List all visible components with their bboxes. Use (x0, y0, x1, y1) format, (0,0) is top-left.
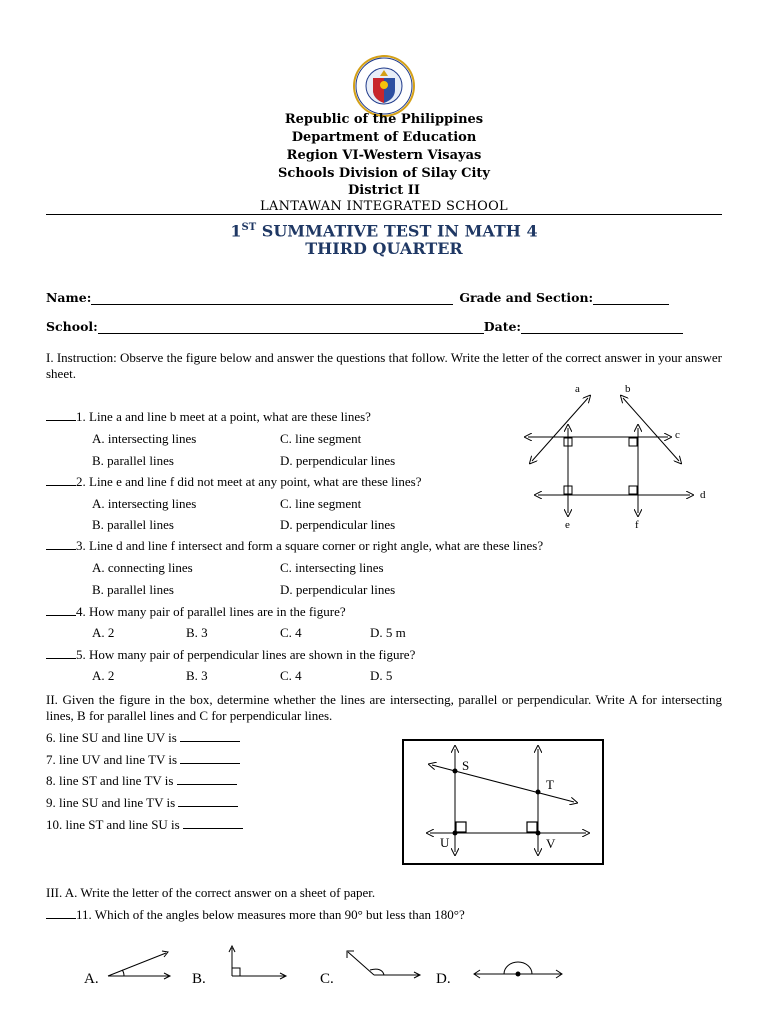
item-9: 9. line SU and line TV is (46, 795, 238, 811)
q4-choice-c: C. 4 (280, 625, 302, 640)
q5-choice-b: B. 3 (186, 668, 208, 683)
fig1-label-e: e (565, 519, 570, 531)
q4-choice-b: B. 3 (186, 625, 208, 640)
angle-option-a-label: A. (84, 971, 99, 987)
header-department: Department of Education (291, 130, 477, 145)
q3-choice-c: C. intersecting lines (280, 560, 384, 575)
q3-choice-b: B. parallel lines (92, 582, 174, 597)
right-angle-icon (224, 944, 290, 980)
answer-blank-10[interactable] (183, 817, 243, 829)
header-region: Region VI-Western Visayas (286, 148, 482, 163)
grade-section-input-line[interactable] (593, 292, 669, 305)
answer-blank-9[interactable] (178, 795, 238, 807)
q2-choice-b: B. parallel lines (92, 517, 174, 532)
fig2-label-t: T (546, 777, 554, 792)
header-division: Schools Division of Silay City (278, 166, 490, 181)
q1-choice-a: A. intersecting lines (92, 431, 197, 446)
fig2-label-u: U (440, 835, 450, 850)
part1-lines-figure (520, 378, 720, 534)
q2-choice-a: A. intersecting lines (92, 496, 197, 511)
header-district: District II (348, 183, 420, 198)
q1-choice-c: C. line segment (280, 431, 362, 446)
part2-instruction: II. Given the figure in the box, determine whether the lines are intersecting, parallel or perpendicular. Write A for intersecting lines, B for parallel lines and C for perpendicular lines. (46, 692, 722, 723)
question-1: 1. Line a and line b meet at a point, what are these lines? (46, 409, 371, 425)
q3-choice-d: D. perpendicular lines (280, 582, 396, 597)
part2-lines-figure (402, 739, 604, 865)
q1-choice-b: B. parallel lines (92, 453, 174, 468)
q2-choice-c: C. line segment (280, 496, 362, 511)
q5-choice-a: A. 2 (92, 668, 115, 683)
question-4: 4. How many pair of parallel lines are in the figure? (46, 604, 346, 620)
angle-option-b-label: B. (192, 971, 206, 987)
school-input-line[interactable] (98, 321, 484, 334)
fig1-label-f: f (635, 519, 639, 531)
header-divider (46, 214, 722, 215)
date-input-line[interactable] (521, 321, 683, 334)
q1-choice-d: D. perpendicular lines (280, 453, 396, 468)
question-5: 5. How many pair of perpendicular lines are shown in the figure? (46, 647, 415, 663)
fig1-label-d: d (700, 489, 706, 501)
fig2-label-v: V (546, 836, 556, 851)
q5-choice-d: D. 5 (370, 668, 393, 683)
q3-choice-a: A. connecting lines (92, 560, 193, 575)
q5-choice-c: C. 4 (280, 668, 302, 683)
part1-instruction: I. Instruction: Observe the figure below and answer the questions that follow. Write the letter of the correct answer in your answer sheet. (46, 350, 722, 381)
q4-choice-a: A. 2 (92, 625, 115, 640)
answer-blank-8[interactable] (177, 773, 237, 785)
name-input-line[interactable] (91, 292, 453, 305)
part3-instruction: III. A. Write the letter of the correct answer on a sheet of paper. (46, 885, 376, 900)
acute-angle-icon (104, 950, 174, 980)
obtuse-angle-icon (344, 948, 424, 980)
angle-option-d-label: D. (436, 971, 451, 987)
test-title: 1ST SUMMATIVE TEST IN MATH 4 (230, 221, 538, 241)
q2-choice-d: D. perpendicular lines (280, 517, 396, 532)
test-quarter: THIRD QUARTER (305, 239, 463, 258)
fig1-label-b: b (625, 383, 631, 395)
answer-blank-7[interactable] (180, 752, 240, 764)
fig1-label-a: a (575, 383, 580, 395)
straight-angle-icon (470, 956, 566, 982)
answer-blank-4[interactable] (46, 604, 76, 616)
item-6: 6. line SU and line UV is (46, 730, 240, 746)
question-3: 3. Line d and line f intersect and form a square corner or right angle, what are these lines? (46, 538, 543, 554)
question-2: 2. Line e and line f did not meet at any point, what are these lines? (46, 474, 421, 490)
q4-choice-d: D. 5 m (370, 625, 406, 640)
fig1-label-c: c (675, 429, 680, 441)
answer-blank-1[interactable] (46, 409, 76, 421)
deped-seal-logo (352, 54, 416, 118)
item-10: 10. line ST and line SU is (46, 817, 243, 833)
header-republic: Republic of the Philippines (284, 112, 484, 127)
answer-blank-5[interactable] (46, 647, 76, 659)
angle-option-c-label: C. (320, 971, 334, 987)
question-11: 11. Which of the angles below measures more than 90° but less than 180°? (46, 907, 465, 923)
school-field: School: Date: (46, 319, 683, 334)
item-7: 7. line UV and line TV is (46, 752, 240, 768)
answer-blank-11[interactable] (46, 907, 76, 919)
name-field: Name: Grade and Section: (46, 290, 669, 305)
answer-blank-6[interactable] (180, 730, 240, 742)
item-8: 8. line ST and line TV is (46, 773, 237, 789)
header-school-name: LANTAWAN INTEGRATED SCHOOL (259, 199, 508, 214)
fig2-label-s: S (462, 758, 470, 773)
answer-blank-3[interactable] (46, 538, 76, 550)
answer-blank-2[interactable] (46, 474, 76, 486)
